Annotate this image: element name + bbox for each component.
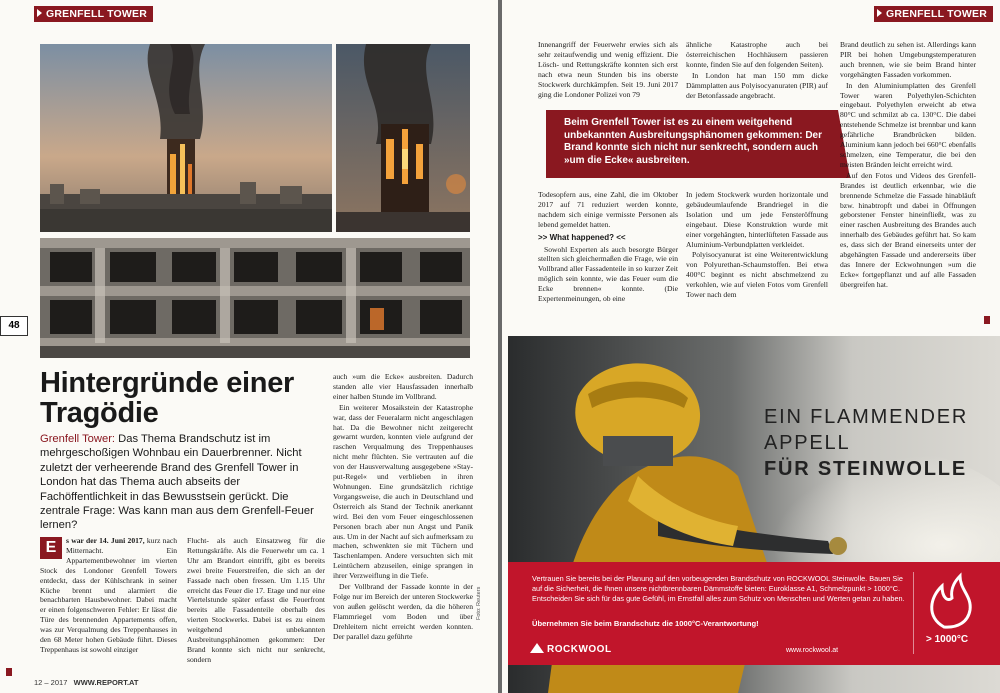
column-2-text: Flucht- als auch Einsatzweg für die Rettungskräfte. Als die Feuerwehr um ca. 1 Uhr am Brandort eintrifft, gibt es bereits zwei breite Feuerstreifen, die sich an der Fassade nach oben fressen. Um 1.15 Uhr erreicht das Feuer die 17. Etage und nur eine Viertelstunde später erfasst die Feuerfront bereits alle Fassadenteile oberhalb des vierten Stockwerks. Dabei ist es zu einem weitgehend unbekannten Ausbreitungsphänomen gekommen: Der Brand konnte sich nicht nur senkrecht, sondern: [187, 536, 325, 664]
article-headline: Hintergründe einer Tragödie: [40, 367, 295, 429]
footer: [34, 678, 139, 687]
pull-quote: Beim Grenfell Tower ist es zu einem weitgehend unbekannten Ausbreitungsphänomen gekommen: Der Brand konnte sich nicht nur senkrecht, sondern auch »um die Ecke« ausbreiten.: [546, 110, 838, 178]
burnt-facade-illustration: [40, 238, 470, 358]
right-col3-paragraph: In den Aluminiumplatten des Grenfell Tower waren Polyethylen-Schichten eingebaut. Polyethylen erweicht ab etwa 80°C und schmilzt ab ca. 130°C. Die dabei entstehende Schmelze ist brennbar und kann gefährliche Brandbrücken bilden. Aluminium kann jedoch bei 660°C ebenfalls schmelzen, eine Temperatur, die bei den meisten Bränden leicht erreicht wird.: [840, 80, 976, 169]
article-column-1: [40, 536, 177, 656]
article-column-3: [333, 372, 473, 642]
footer-site: WWW.REPORT.AT: [73, 678, 139, 687]
ad-website-link[interactable]: www.rockwool.at: [786, 647, 839, 654]
right-mid-column-1: [538, 190, 678, 305]
right-mid-column-2: [686, 190, 828, 301]
footer-issue: 12 – 2017: [34, 678, 68, 687]
right-mid-col1-p2: Sowohl Experten als auch besorgte Bürger stellten sich gleichermaßen die Frage, wie ein Vollbrand aller Fassadenteile in so kurzer Zeit möglich sein konnte, wie das Feuer »um die Ecke brennen« konnte. (Die Expertenmeinungen, ob eine: [538, 244, 678, 304]
ad-cta: Übernehmen Sie beim Brandschutz die 1000°C-Verantwortung!: [532, 619, 759, 628]
ad-title-line2: APPELL: [764, 432, 851, 454]
tower-fire-photo-wide: [40, 44, 332, 232]
ad-title-line3: FÜR STEINWOLLE: [764, 458, 967, 480]
article-lead: [40, 432, 316, 533]
end-marker: [984, 316, 990, 324]
page-number: 48: [0, 316, 28, 336]
page-marker: [6, 668, 12, 676]
photo-credit: Foto: Reuters: [476, 586, 482, 620]
right-col3-paragraph: Auf den Fotos und Videos des Grenfell-Brandes ist deutlich erkennbar, wie die brennende Schmelze die Fassade hinabläuft bzw. hinabtropft und dabei in Öffnungen geborstener Fenster hineinfließt, was zu einer raschen Ausbreitung des Brandes auch innerhalb des Gebäudes geführt hat. So kam es, dass sich der Brand einerseits unter der abgehängten Fassade und andererseits über das Innere der Eckwohnungen »um die Ecke« fortgepflanzt und auf alle Fassaden übergreifen hat.: [840, 170, 976, 289]
right-page: [502, 0, 1000, 693]
lead-text: Das Thema Brandschutz ist im mehrgeschoßigen Wohnbau ein Dauerbrenner. Nicht zuletzt der verheerende Brand des Grenfell Tower in London hat das Thema auch abseits der Fachöffentlichkeit in das Bewusstsein gerückt. Die zentrale Frage: Was kann man aus dem Grenfell-Feuer lernen?: [40, 433, 314, 532]
column-3-paragraph: auch »um die Ecke« ausbreiten. Dadurch standen alle vier Hausfassaden innerhalb einer halben Stunde im Vollbrand.: [333, 372, 473, 401]
right-mid-col2-p1: In jedem Stockwerk wurden horizontale und gebäudeumlaufende Brandriegel in die Isolation und um jede Fensteröffnung eingebaut. Diese Konstruktion wurde mit einer vorgehängten, hinterlüfteten Fassade aus Aluminium-Verbundplatten verkleidet.: [686, 190, 828, 249]
section-tag: GRENFELL TOWER: [34, 6, 153, 22]
intro-bold: s war der 14. Juni 2017,: [66, 536, 145, 545]
column-3-paragraph: Der Vollbrand der Fassade konnte in der Folge nur im Bereich der unteren Stockwerke von außen gelöscht werden, da die höheren Flammriegel vom Boden und über Drehleitern nicht erreicht werden konnten. Der parallel dazu geführte: [333, 582, 473, 641]
right-top-col1-text: Innenangriff der Feuerwehr erwies sich als sehr zeitaufwendig und wenig effizient. Die Lösch- und Rettungskräfte konnten sich erst nach etwa neun Stunden bis ins oberste Stockwerk durchkämpfen. Seit 19. Juni 2017 ging die Londoner Polizei von 79: [538, 40, 678, 99]
dropcap: E: [40, 537, 62, 559]
ad-title: [764, 404, 1000, 482]
section-tag: GRENFELL TOWER: [874, 6, 993, 22]
burnt-facade-photo: [40, 238, 470, 358]
intro-text: kurz nach Mitternacht. Ein Appartementbewohner im vierten Stock des Londoner Grenfell Towers entdeckt, dass der Kühlschrank in seiner Küche brennt und alarmiert die benachbarten Hausbewohner. Dabei macht er einen folgenschweren Fehler: Er lässt die Türe des brennenden Appartements offen, was zur Verqualmung des Treppenhauses in den 68 Meter hohen Gebäude führt. Dieses Treppenhaus ist sowohl einziger: [40, 536, 177, 654]
article-column-2: [187, 536, 325, 666]
right-mid-col2-p2: Polyisocyanurat ist eine Weiterentwicklung von Polyurethan-Schaumstoffen. Bei etwa 400°C beginnt es nicht abschmelzend zu verkohlen, wie auf vielen Fotos vom Grenfell Tower nach dem: [686, 250, 828, 300]
right-top-col2-p1: ähnliche Katastrophe auch bei österreichischen Hochhäusern passieren konnte, finden Sie auf den folgenden Seiten).: [686, 40, 828, 69]
rockwool-ad[interactable]: [508, 336, 1000, 693]
rockwool-logo-icon: [530, 643, 544, 653]
left-page: [0, 0, 498, 693]
tower-fire-illustration: [40, 44, 332, 232]
right-top-column-1: [538, 40, 678, 100]
rockwool-logo: [530, 643, 612, 655]
subheading: >> What happened? <<: [538, 232, 626, 242]
right-col3-paragraph: Brand deutlich zu sehen ist. Allerdings kann PIR bei hohen Umgebungstemperaturen auch brennen, wie sie beim Brand hinter vorgehängten Fassaden vorkommen.: [840, 40, 976, 79]
right-top-col2-p2: In London hat man 150 mm dicke Dämmplatten aus Polyisocyanuraten (PIR) auf der Betonfassade angebracht.: [686, 70, 828, 100]
right-top-column-2: [686, 40, 828, 101]
column-3-paragraph: Ein weiterer Mosaikstein der Katastrophe war, dass der Feueralarm nicht angeschlagen hat. Da die Bewohner nicht zeitgerecht gewarnt wurden, konnten viele aufgrund der raschen Verqualmung des Treppenhauses nicht mehr flüchten. Sie vertrauten auf die von der Hausverwaltung ausgegebene »Stay-put-Regel« und verblieben in ihren Wohnungen. Eine grundsätzlich richtige Vorgangsweise, die auch in Deutschland und Österreich als Stand der Technik anerkannt wird. Bei den vom Feuer eingeschlossenen Personen brach aber nun Angst und Panik aus. Um in der Nacht auf sich aufmerksam zu machen, schwenkten sie mit Tüchern und Taschenlampen. Andere versuchten sich mit Leintüchern abzuseilen, einige sprangen in ihrer Verzweiflung in die Tiefe.: [333, 402, 473, 581]
rockwool-brand: ROCKWOOL: [547, 644, 612, 655]
flame-icon: [914, 572, 988, 632]
temperature-badge-label: > 1000°C: [926, 634, 969, 645]
ad-title-line1: EIN FLAMMENDER: [764, 406, 969, 428]
tower-close-illustration: [336, 44, 470, 232]
right-column-3: [840, 40, 976, 291]
tower-fire-photo-close: [336, 44, 470, 232]
ad-body: Vertrauen Sie bereits bei der Planung auf den vorbeugenden Brandschutz von ROCKWOOL Steinwolle. Bauen Sie auf die Sicherheit, die Ihnen unsere nichtbrennbaren Dämmstoffe bieten: Euroklasse A1, Schmelzpunkt > 1000°C. Entscheiden Sie sich für das gute Gefühl, im Ernstfall alles zum Schutz von Menschen und Werten getan zu haben.: [532, 574, 905, 603]
temperature-badge: [913, 572, 987, 654]
lead-highlight: Grenfell Tower:: [40, 433, 116, 445]
right-mid-col1-p1: Todesopfern aus, eine Zahl, die im Oktober 2017 auf 71 reduziert werden konnte, nachdem sich einige vermisste Personen als lebend gemeldet hatten.: [538, 190, 678, 229]
